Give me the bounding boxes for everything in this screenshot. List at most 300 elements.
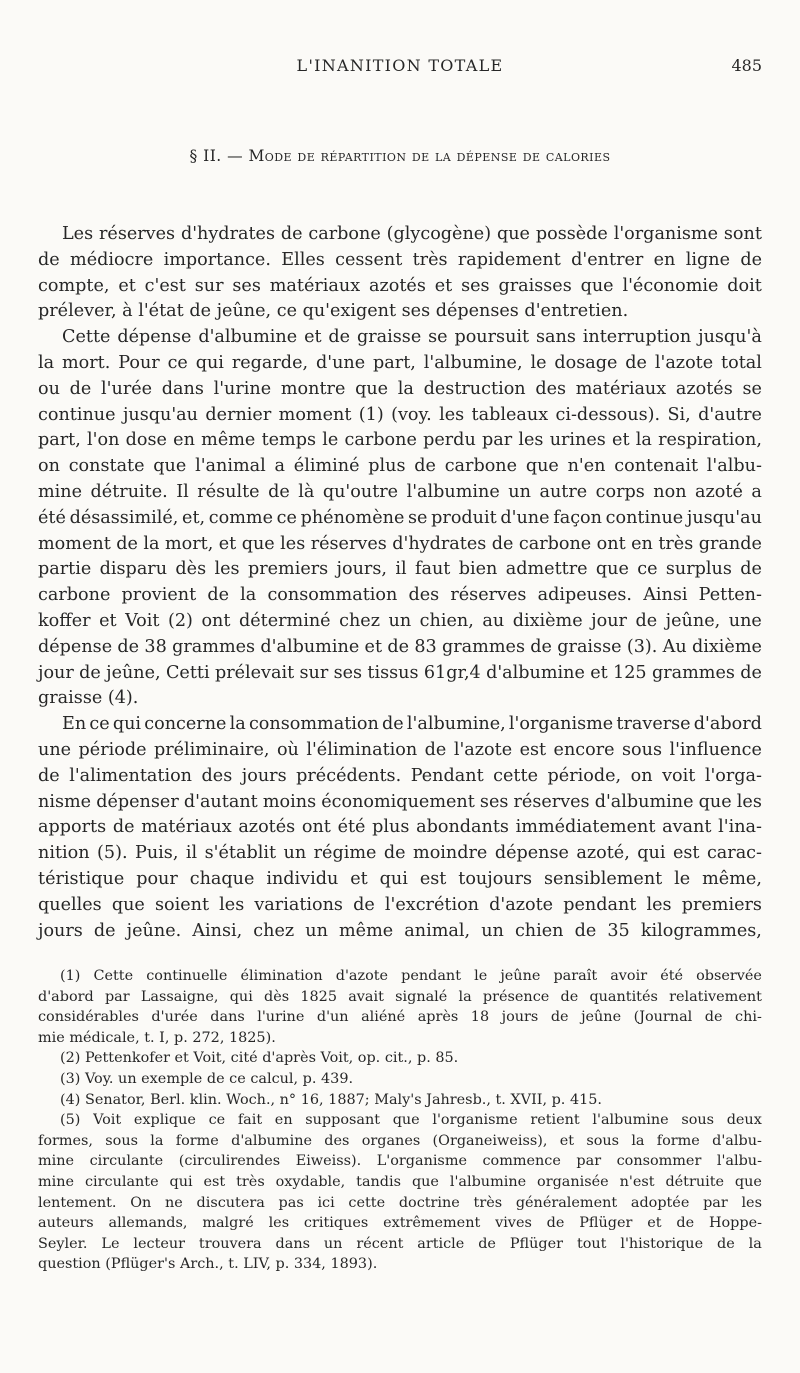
body-word: graisse	[356, 327, 422, 348]
body-word: azoté,	[576, 843, 630, 864]
footnote-word: sous	[681, 1112, 715, 1129]
body-word: les	[518, 430, 544, 451]
body-word: jour	[591, 610, 627, 631]
body-word: qui	[112, 714, 142, 735]
footnote-word: le	[474, 968, 488, 984]
body-word: jours	[241, 765, 287, 786]
body-word: que	[241, 533, 275, 554]
body-word: soient	[154, 894, 210, 915]
body-word: de	[353, 894, 375, 915]
body-word: kilogrammes,	[640, 920, 762, 941]
body-word: graisses	[498, 275, 572, 296]
body-word: matériaux	[269, 275, 361, 296]
footnote-word: adoptée	[630, 1194, 690, 1211]
body-word: jeûne,	[665, 610, 721, 631]
footnote-word: retient	[530, 1112, 580, 1129]
body-word: tissus	[367, 662, 419, 683]
footnote-word: continuelle	[146, 968, 228, 984]
body-line	[38, 557, 762, 583]
body-word: azotés	[369, 275, 426, 296]
body-word: de	[79, 662, 101, 683]
body-word: destruction	[423, 378, 526, 399]
body-word: moins	[262, 791, 317, 812]
body-word: doit	[727, 275, 762, 296]
body-word: faut	[414, 559, 451, 580]
body-line	[38, 428, 762, 454]
body-word: que	[525, 456, 559, 477]
body-line	[38, 790, 762, 816]
body-word: ou	[38, 378, 60, 399]
body-word: Si,	[667, 404, 691, 425]
page-header	[38, 56, 762, 82]
footnote-word: observée	[696, 968, 762, 984]
footnote-word: avoir	[610, 968, 648, 984]
body-word: Voit	[125, 610, 160, 631]
footnote-word: tout	[576, 1235, 607, 1252]
body-word: urines	[549, 430, 606, 451]
body-word: éliminé	[293, 456, 360, 477]
body-word: cette	[493, 765, 538, 786]
body-word: chez	[339, 610, 380, 631]
body-word: phénomène	[300, 507, 405, 528]
body-word: jours	[38, 920, 83, 941]
body-word: au	[482, 610, 505, 631]
body-word: immédiatement	[515, 817, 656, 838]
body-word: de	[383, 843, 406, 864]
body-word: de	[491, 533, 514, 554]
body-word: sensiblement	[544, 868, 663, 889]
footnote-word: l'albu-	[716, 1153, 762, 1170]
body-word: un	[508, 481, 531, 502]
body-word: traverse	[616, 714, 691, 735]
body-word: ci-dessous).	[555, 404, 661, 425]
body-word: des	[201, 765, 233, 786]
body-word: total	[721, 352, 762, 373]
body-line	[38, 635, 762, 661]
body-word: la	[240, 585, 257, 606]
body-word: (glycogène)	[386, 224, 492, 244]
footnote-word: Le	[101, 1235, 120, 1252]
body-word: (voy.	[391, 404, 432, 425]
body-word: (3).	[626, 636, 658, 657]
body-word: de	[740, 559, 762, 580]
body-word: produit	[431, 507, 497, 528]
footnote-line	[38, 1254, 762, 1275]
footnote-word: de	[704, 1009, 723, 1026]
footnote-word: les	[741, 1194, 762, 1211]
body-word: pendant	[563, 894, 637, 915]
body-word: ce	[167, 352, 188, 373]
body-word: Cetti	[165, 662, 210, 683]
footnote-word: en	[274, 1112, 293, 1129]
footnote-word: et	[647, 1215, 662, 1232]
body-word: ce	[89, 714, 110, 735]
body-word: les	[280, 533, 306, 554]
body-word: réserves	[310, 533, 387, 554]
body-word: d'albumine	[594, 791, 694, 812]
body-word: l'albu-	[706, 456, 762, 477]
footnote-word: élimination	[240, 968, 323, 984]
body-word: l'animal	[195, 456, 266, 477]
footnote-word: deux	[726, 1112, 762, 1129]
footnote-word: est	[203, 1173, 226, 1190]
body-word: jusqu'à	[698, 327, 762, 348]
footnote-word: malgré	[202, 1215, 254, 1232]
footnote-word: qui	[229, 988, 253, 1005]
body-word: de	[280, 224, 303, 244]
footnote-word: circulante	[89, 1153, 164, 1170]
body-word: l'organisme	[508, 714, 614, 735]
footnote-word: de	[560, 988, 579, 1005]
footnote-word: (1)	[60, 968, 81, 984]
body-word: période	[78, 739, 147, 760]
footnote-word: allemands,	[108, 1215, 188, 1232]
footnote-word: cette	[348, 1194, 386, 1211]
body-word: ont	[301, 817, 331, 838]
footnote-word: la	[150, 1132, 164, 1149]
body-word: que	[496, 224, 530, 244]
body-word: cessent	[335, 249, 403, 270]
footnote-word: forme	[656, 1132, 700, 1149]
body-word: chien,	[419, 610, 474, 631]
body-word: de	[530, 636, 552, 657]
body-word: de	[69, 378, 92, 399]
body-word: moment	[38, 533, 111, 554]
body-word: même,	[702, 868, 762, 889]
body-word: économiquement	[321, 791, 475, 812]
body-word: carbone	[308, 224, 381, 244]
body-word: de	[382, 714, 404, 735]
body-word: même	[339, 920, 394, 941]
body-word: carbone	[444, 456, 518, 477]
body-word: grammes	[651, 662, 735, 683]
body-word: 38	[144, 636, 167, 657]
footnote-word: n'est	[619, 1173, 655, 1190]
body-word: et,	[182, 507, 206, 528]
body-line	[38, 919, 762, 945]
body-word: sur	[194, 275, 224, 296]
body-word: se	[428, 327, 448, 348]
body-word: Elles	[281, 249, 325, 270]
body-word: d'abord	[693, 714, 762, 735]
footnote-word: l'historique	[620, 1235, 704, 1252]
body-word: qui	[379, 868, 408, 889]
body-word: apports	[38, 817, 107, 838]
footnote-word: que	[411, 1173, 439, 1190]
footnote-word: de	[546, 1215, 565, 1232]
body-word: ses	[333, 662, 363, 683]
body-line	[38, 299, 762, 325]
body-word: encore	[553, 739, 615, 760]
body-line	[38, 248, 762, 274]
footnote-text: question (Pflüger's Arch., t. LIV, p. 334, 1893).	[38, 1256, 378, 1273]
body-line	[38, 454, 762, 480]
body-word: de	[117, 636, 140, 657]
footnote-line	[38, 1110, 762, 1131]
body-word: bien	[458, 559, 498, 580]
body-word: l'ina-	[718, 817, 762, 838]
body-word: un	[305, 920, 328, 941]
body-word: individu	[266, 868, 339, 889]
body-word: en	[173, 430, 195, 451]
body-word: d'albumine	[486, 662, 585, 683]
body-word: temps	[261, 430, 317, 451]
body-word: jeûne.	[126, 920, 182, 941]
body-word: sous	[622, 739, 662, 760]
body-word: il	[185, 843, 198, 864]
footnote-word: Seyler.	[38, 1235, 88, 1252]
footnotes	[38, 966, 762, 1275]
body-word: le	[674, 868, 691, 889]
body-word: n'en	[567, 456, 606, 477]
body-word: graisse	[557, 636, 622, 657]
body-line	[38, 325, 762, 351]
footnote-word: d'albumine	[231, 1132, 312, 1149]
body-word: d'une	[315, 352, 366, 373]
body-word: les	[214, 559, 240, 580]
body-word: réserves	[450, 585, 527, 606]
body-word: abondants	[416, 817, 509, 838]
footnote-word: L'organisme	[376, 1153, 467, 1170]
footnote-word: d'urée	[151, 1009, 198, 1026]
footnote-word: les	[268, 1215, 290, 1232]
footnote-line	[38, 966, 762, 987]
body-word: interruption	[582, 327, 692, 348]
body-word: régime	[313, 843, 377, 864]
body-word: été	[38, 507, 66, 528]
body-word: d'albumine	[260, 636, 360, 657]
body-word: jusqu'au	[686, 507, 762, 528]
footnote-word: d'azote	[335, 968, 389, 984]
body-word: (1)	[358, 404, 384, 425]
footnote-word: d'abord	[38, 988, 94, 1005]
body-word: Les	[62, 224, 94, 244]
body-line	[38, 583, 762, 609]
body-word: et	[304, 327, 322, 348]
section-heading: § II. — Mode de répartition de la dépense de calories	[189, 147, 611, 165]
body-word: que	[355, 378, 389, 399]
body-word: d'autant	[183, 791, 258, 812]
body-line	[38, 893, 762, 919]
body-word: l'élimination	[306, 739, 418, 760]
body-word: par	[482, 430, 513, 451]
footnote-word: Cette	[93, 968, 134, 984]
body-word: d'autre	[698, 404, 762, 425]
body-word: une	[728, 610, 762, 631]
body-word: de	[268, 481, 290, 502]
body-line	[38, 480, 762, 506]
body-word: perdu	[423, 430, 476, 451]
body-word: de	[38, 765, 60, 786]
body-word: de	[740, 662, 762, 683]
footnote-word: formes,	[38, 1132, 93, 1149]
body-word: l'albumine,	[423, 352, 523, 373]
footnote-line	[38, 1007, 762, 1028]
body-word: Au	[662, 636, 687, 657]
footnote-word: paraît	[553, 968, 598, 984]
footnote-text: mie médicale, t. I, p. 272, 1825).	[38, 1029, 276, 1046]
body-line	[38, 506, 762, 532]
footnote-line	[38, 1048, 762, 1069]
footnote-word: 1825	[300, 988, 337, 1005]
body-word: importance.	[163, 249, 271, 270]
body-word: l'influence	[669, 739, 762, 760]
footnote-word: par	[703, 1194, 728, 1211]
body-word: autre	[539, 481, 588, 502]
footnote-word: Hoppe-	[708, 1215, 762, 1232]
footnote-line	[38, 1213, 762, 1234]
body-word: partie	[38, 559, 92, 580]
body-word: d'une	[500, 507, 550, 528]
footnote-word: consommer	[616, 1153, 702, 1170]
body-word: s'établit	[204, 843, 277, 864]
body-word: façon	[553, 507, 602, 528]
body-word: compte,	[38, 275, 110, 296]
body-word: jours,	[336, 559, 387, 580]
body-word: 125	[613, 662, 647, 683]
body-word: la	[635, 430, 652, 451]
footnote-word: quantités	[589, 988, 658, 1005]
body-word: consommation	[267, 585, 398, 606]
footnote-word: très	[473, 1194, 503, 1211]
body-word: admettre	[505, 559, 588, 580]
body-word: la	[143, 533, 160, 554]
body-word: l'azote	[654, 352, 714, 373]
footnote-word: la	[631, 1132, 645, 1149]
body-word: déterminé	[238, 610, 331, 631]
body-word: 61gr,4	[423, 662, 481, 683]
body-word: avant	[662, 817, 712, 838]
body-text: prélever, à l'état de jeûne, ce qu'exigent ses dépenses d'entretien.	[38, 301, 629, 322]
body-word: détruite.	[90, 481, 168, 502]
body-word: grammes	[172, 636, 256, 657]
body-word: dernier	[205, 404, 272, 425]
body-word: réserves	[99, 224, 176, 244]
body-word: de	[414, 456, 436, 477]
body-word: premiers	[681, 894, 762, 915]
footnote-line	[38, 1090, 762, 1111]
footnote-word: (Journal	[633, 1009, 693, 1026]
footnote-text: (4) Senator, Berl. klin. Woch., n° 16, 1887; Maly's Jahresb., t. XVII, p. 415.	[60, 1091, 602, 1108]
body-word: carbone	[38, 585, 111, 606]
body-word: chien	[514, 920, 564, 941]
footnote-word: lecteur	[133, 1235, 186, 1252]
body-word: et	[99, 610, 117, 631]
footnote-word: de	[550, 1009, 569, 1026]
body-word: Ainsi,	[192, 920, 243, 941]
body-word: se	[408, 507, 428, 528]
body-word: prélevait	[214, 662, 295, 683]
body-word: dixième	[512, 610, 583, 631]
footnote-word: dans	[210, 1009, 245, 1026]
body-word: ses	[461, 275, 490, 296]
body-word: l'organisme	[613, 224, 719, 244]
body-word: chaque	[189, 868, 255, 889]
body-word: et	[350, 868, 368, 889]
body-word: ses	[479, 791, 509, 812]
body-word: l'orga-	[704, 765, 762, 786]
body-word: quelles	[38, 894, 102, 915]
footnote-line	[38, 1151, 762, 1172]
body-word: de	[740, 249, 762, 270]
footnote-word: auteurs	[38, 1215, 94, 1232]
footnote-word: oxydable,	[275, 1173, 346, 1190]
body-word: là	[298, 481, 315, 502]
body-word: contenait	[614, 456, 699, 477]
footnote-word: critiques	[303, 1215, 369, 1232]
footnote-word: que	[734, 1173, 762, 1190]
footnote-word: considérables	[38, 1009, 139, 1026]
body-word: d'entrer	[571, 249, 644, 270]
footnote-word: organes	[361, 1132, 421, 1149]
body-word: matériaux	[141, 817, 232, 838]
footnote-word: Pflüger	[579, 1215, 633, 1232]
body-word: continue	[605, 507, 684, 528]
body-word: que	[698, 791, 732, 812]
body-word: et	[612, 430, 630, 451]
body-word: et	[118, 275, 136, 296]
body-word: l'urine	[213, 378, 272, 399]
body-word: est	[672, 843, 700, 864]
body-word: désassimilé,	[69, 507, 179, 528]
body-word: concerne	[144, 714, 227, 735]
body-word: jeûne,	[106, 662, 161, 683]
body-word: corps	[595, 481, 645, 502]
footnote-word: organisée	[537, 1173, 609, 1190]
footnote-word: tandis	[356, 1173, 402, 1190]
footnote-word: l'albumine	[592, 1112, 669, 1129]
body-line	[38, 351, 762, 377]
footnote-word: relativement	[669, 988, 762, 1005]
body-word: l'albumine,	[406, 714, 506, 735]
footnote-word: et	[559, 1132, 575, 1149]
body-word: voit	[662, 765, 696, 786]
footnote-word: avait	[348, 988, 384, 1005]
footnote-word: un	[323, 1235, 343, 1252]
main-text	[38, 222, 762, 944]
body-word: Puis,	[135, 843, 179, 864]
footnote-word: (circulirendes	[178, 1153, 281, 1170]
body-word: un	[283, 843, 307, 864]
footnote-word: présence	[482, 988, 550, 1005]
body-line	[38, 403, 762, 429]
body-word: Petten-	[698, 585, 762, 606]
body-word: et	[364, 636, 383, 657]
body-word: regarde,	[231, 352, 309, 373]
body-word: en	[631, 533, 653, 554]
body-word: d'hydrates	[392, 533, 487, 554]
body-line	[38, 686, 762, 712]
body-word: ont	[201, 610, 231, 631]
footnote-word: Lassaigne,	[140, 988, 219, 1005]
body-word: se	[742, 378, 762, 399]
footnote-word: signalé	[395, 988, 448, 1005]
body-word: moment	[278, 404, 352, 425]
body-word: on	[38, 456, 60, 477]
body-line	[38, 815, 762, 841]
body-word: part,	[38, 430, 81, 451]
body-word: nisme	[38, 791, 92, 812]
footnote-word: par	[104, 988, 130, 1005]
body-word: grammes	[442, 636, 525, 657]
body-word: de	[207, 585, 230, 606]
body-word: de	[424, 739, 447, 760]
footnote-word: jeûne	[500, 968, 541, 984]
body-word: des	[408, 585, 440, 606]
body-word: mine	[38, 481, 83, 502]
body-word: dixième	[691, 636, 762, 657]
running-head: L'INANITION TOTALE	[296, 56, 504, 75]
